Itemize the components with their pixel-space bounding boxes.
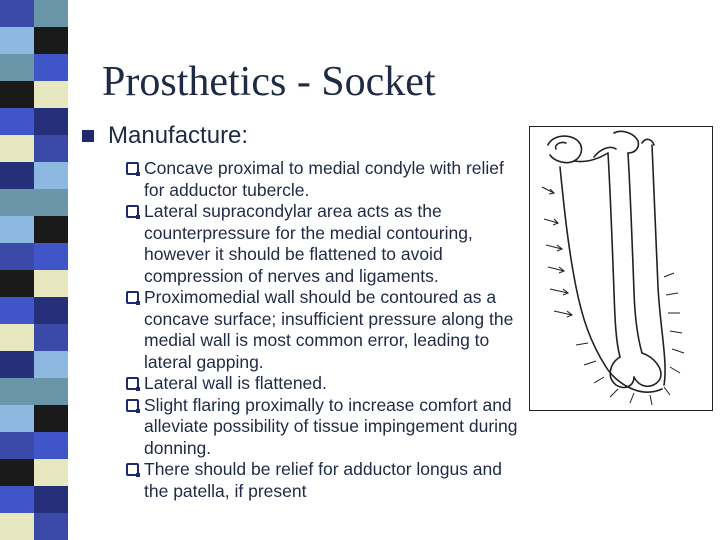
stripe-block xyxy=(0,135,34,162)
stripe-block xyxy=(34,108,68,135)
stripe-block xyxy=(0,432,34,459)
stripe-block xyxy=(34,216,68,243)
hollow-square-icon xyxy=(126,162,139,175)
stripe-block xyxy=(34,0,68,27)
hollow-square-icon xyxy=(126,463,139,476)
sub-bullet-item xyxy=(126,395,526,460)
stripe-block xyxy=(0,81,34,108)
sub-bullet-text: Lateral wall is flattened. xyxy=(144,373,327,393)
sub-bullet-text: Lateral supracondylar area acts as the counterpressure for the medial contouring, however it should be flattened to avoid compression of nerves and ligaments. xyxy=(144,201,473,286)
stripe-block xyxy=(34,270,68,297)
sub-bullet-item xyxy=(126,459,526,502)
decorative-stripe xyxy=(0,0,68,540)
bullet-manufacture xyxy=(82,122,248,150)
stripe-block xyxy=(34,432,68,459)
stripe-block xyxy=(34,81,68,108)
hollow-square-icon xyxy=(126,399,139,412)
slide-title: Prosthetics - Socket xyxy=(102,59,436,105)
hollow-square-icon xyxy=(126,291,139,304)
sub-bullet-text: There should be relief for adductor longus and the patella, if present xyxy=(144,459,503,501)
sub-bullet-text: Proximomedial wall should be contoured as a concave surface; insufficient pressure along the medial wall is most common error, leading to lateral gapping. xyxy=(144,287,514,372)
femur-socket-drawing xyxy=(530,127,712,410)
stripe-block xyxy=(34,324,68,351)
stripe-block xyxy=(34,486,68,513)
sub-bullet-item xyxy=(126,373,526,395)
hollow-square-icon xyxy=(126,377,139,390)
stripe-block xyxy=(34,297,68,324)
sub-bullet-item xyxy=(126,201,526,287)
stripe-block xyxy=(0,162,34,189)
stripe-block xyxy=(0,108,34,135)
stripe-block xyxy=(0,513,34,540)
stripe-block xyxy=(34,162,68,189)
stripe-block xyxy=(0,459,34,486)
stripe-block xyxy=(34,54,68,81)
stripe-block xyxy=(0,351,34,378)
stripe-block xyxy=(0,27,34,54)
sub-bullet-list xyxy=(126,158,526,502)
stripe-block xyxy=(34,351,68,378)
stripe-block xyxy=(0,0,34,27)
stripe-block xyxy=(0,486,34,513)
square-bullet-icon xyxy=(82,130,94,142)
bullet-heading: Manufacture: xyxy=(108,122,249,149)
stripe-block xyxy=(34,405,68,432)
stripe-block xyxy=(34,189,68,216)
stripe-block xyxy=(0,189,34,216)
stripe-block xyxy=(0,405,34,432)
stripe-block xyxy=(0,216,34,243)
sub-bullet-text: Concave proximal to medial condyle with relief for adductor tubercle. xyxy=(144,158,504,200)
stripe-block xyxy=(0,270,34,297)
femur-socket-figure xyxy=(529,126,713,411)
stripe-block xyxy=(0,297,34,324)
sub-bullet-item xyxy=(126,287,526,373)
sub-bullet-text: Slight flaring proximally to increase comfort and alleviate possibility of tissue impingement during donning. xyxy=(144,394,518,458)
stripe-block xyxy=(0,378,34,405)
stripe-block xyxy=(34,459,68,486)
stripe-block xyxy=(0,243,34,270)
stripe-block xyxy=(0,324,34,351)
stripe-block xyxy=(34,135,68,162)
stripe-block xyxy=(34,27,68,54)
stripe-block xyxy=(34,243,68,270)
hollow-square-icon xyxy=(126,205,139,218)
stripe-block xyxy=(34,378,68,405)
stripe-block xyxy=(34,513,68,540)
stripe-block xyxy=(0,54,34,81)
sub-bullet-item xyxy=(126,158,526,201)
